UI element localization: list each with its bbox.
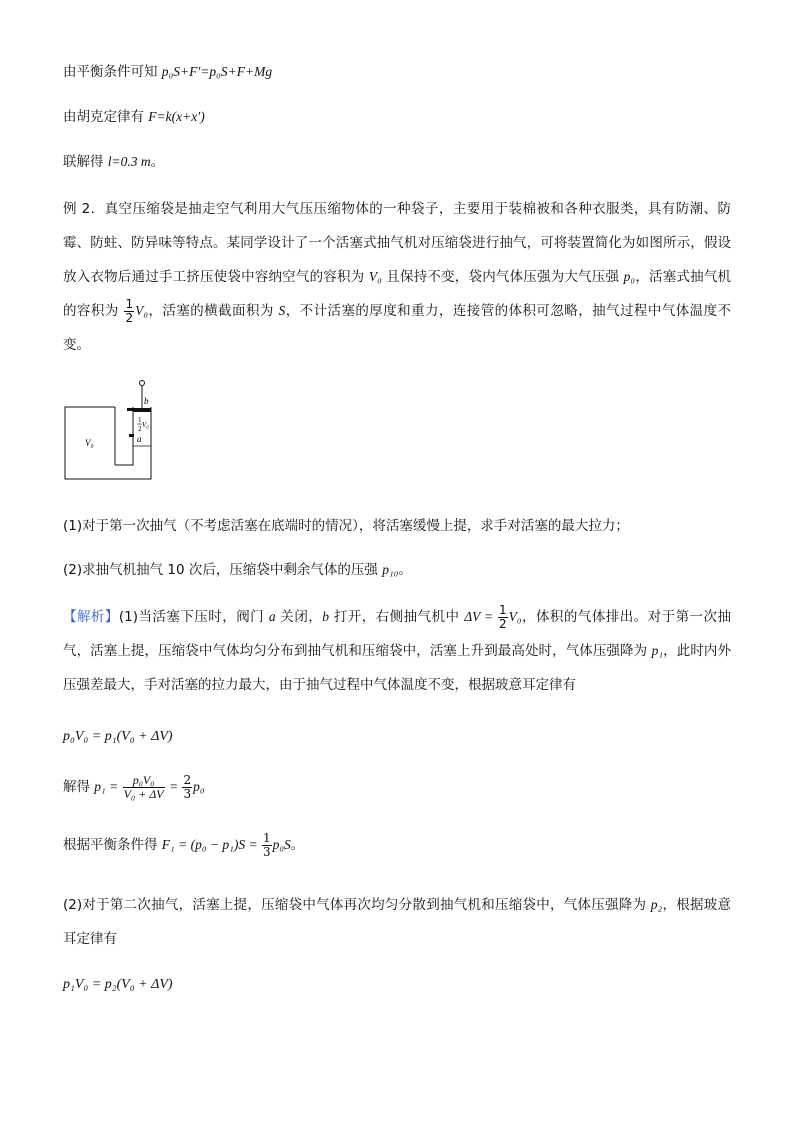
piston xyxy=(133,408,151,412)
solution-part-2: (2)对于第二次抽气，活塞上提，压缩袋中气体再次均匀分散到抽气机和压缩袋中，气体压强降为 p₂，根据玻意耳定律有 xyxy=(63,897,731,947)
hooke-formula: F=k(x+x′) xyxy=(148,109,205,124)
hooke-line xyxy=(63,107,205,127)
cyl-frac-den: 2 xyxy=(138,425,142,433)
equation-1: p₀V₀ = p₁(V₀ + ΔV) xyxy=(63,729,173,744)
bag-volume-label: V₀ xyxy=(85,438,94,448)
connecting-tube xyxy=(115,446,133,465)
fraction-half: $\frac{1}{2}$ xyxy=(125,296,134,325)
cyl-frac-num: 1 xyxy=(138,416,142,424)
result-formula: l=0.3 m xyxy=(107,154,151,169)
equation-2: 解得 p₁ = $\frac{\text{p₀V₀}}{\text{V₀ + ΔV}}$ = $\frac{2}{3}$ p₀ xyxy=(63,773,205,801)
apparatus-diagram xyxy=(63,374,173,484)
rod-handle xyxy=(140,381,145,386)
question-1: (1)对于第一次抽气（不考虑活塞在底端时的情况），将活塞缓慢上提，求手对活塞的最大拉力； xyxy=(63,518,629,534)
result-text: 联解得 xyxy=(63,154,108,170)
equation-4: p₁V₀ = p₂(V₀ + ΔV) xyxy=(63,977,173,992)
equation-3: 根据平衡条件得 F₁ = (p₀ − p₁)S = $\frac{1}{3}$ p₀S。 xyxy=(63,831,305,859)
analysis-tag: 【解析】 xyxy=(63,609,119,625)
var-s: S xyxy=(278,303,286,318)
valve-a-label: a xyxy=(137,434,142,444)
valve-b-mark xyxy=(127,408,133,411)
result-line: 联解得 l=0.3 m。 xyxy=(63,154,165,170)
solution-part-1: 【解析】(1)当活塞下压时，阀门 a 关闭，b 打开，右侧抽气机中 ΔV = $\frac{1}{2}$ V₀，体积的气体排出。对于第一次抽气，活塞上提，压缩袋中气体均匀分布到抽气机和压缩袋中，活塞上升到最高处时，气体压强降为 p₁，此时内外压强差最大，手对活塞的拉力最大，由于抽气过程中气体温度不变，根据玻意耳定律有 xyxy=(63,602,731,693)
var-p0: p₀ xyxy=(623,269,636,284)
valve-b-label: b xyxy=(144,396,149,406)
balance-text: 由平衡条件可知 xyxy=(63,64,162,80)
hooke-text: 由胡克定律有 xyxy=(63,109,149,125)
balance-line xyxy=(63,62,272,82)
balance-formula: p₀S+F′=p₀S+F+Mg xyxy=(161,64,273,79)
example-paragraph: 例 2．真空压缩袋是抽走空气利用大气压压缩物体的一种袋子，主要用于装棉被和各种衣服类，具有防潮、防霉、防蛀、防异味等特点。某同学设计了一个活塞式抽气机对压缩袋进行抽气，可将装置简化为如图所示，假设放入衣物后通过手工挤压使袋中容纳空气的容积为 V₀ 且保持不变，袋内气体压强为大气压强 p₀，活塞式抽气机的容积为 $\frac{1}{2}$ V₀，活塞的横截面积为 S，不计活塞的厚度和重力，连接管的体积可忽略，抽气过程中气体温度不变。 xyxy=(63,201,732,353)
var-p10: p₁₀ xyxy=(382,562,399,577)
cyl-volume-label: V₀ xyxy=(142,421,149,429)
question-2: (2)求抽气机抽气 10 次后，压缩袋中剩余气体的压强 p₁₀。 xyxy=(63,562,412,578)
var-v0: V₀ xyxy=(368,269,382,284)
valve-a-mark xyxy=(129,434,134,437)
